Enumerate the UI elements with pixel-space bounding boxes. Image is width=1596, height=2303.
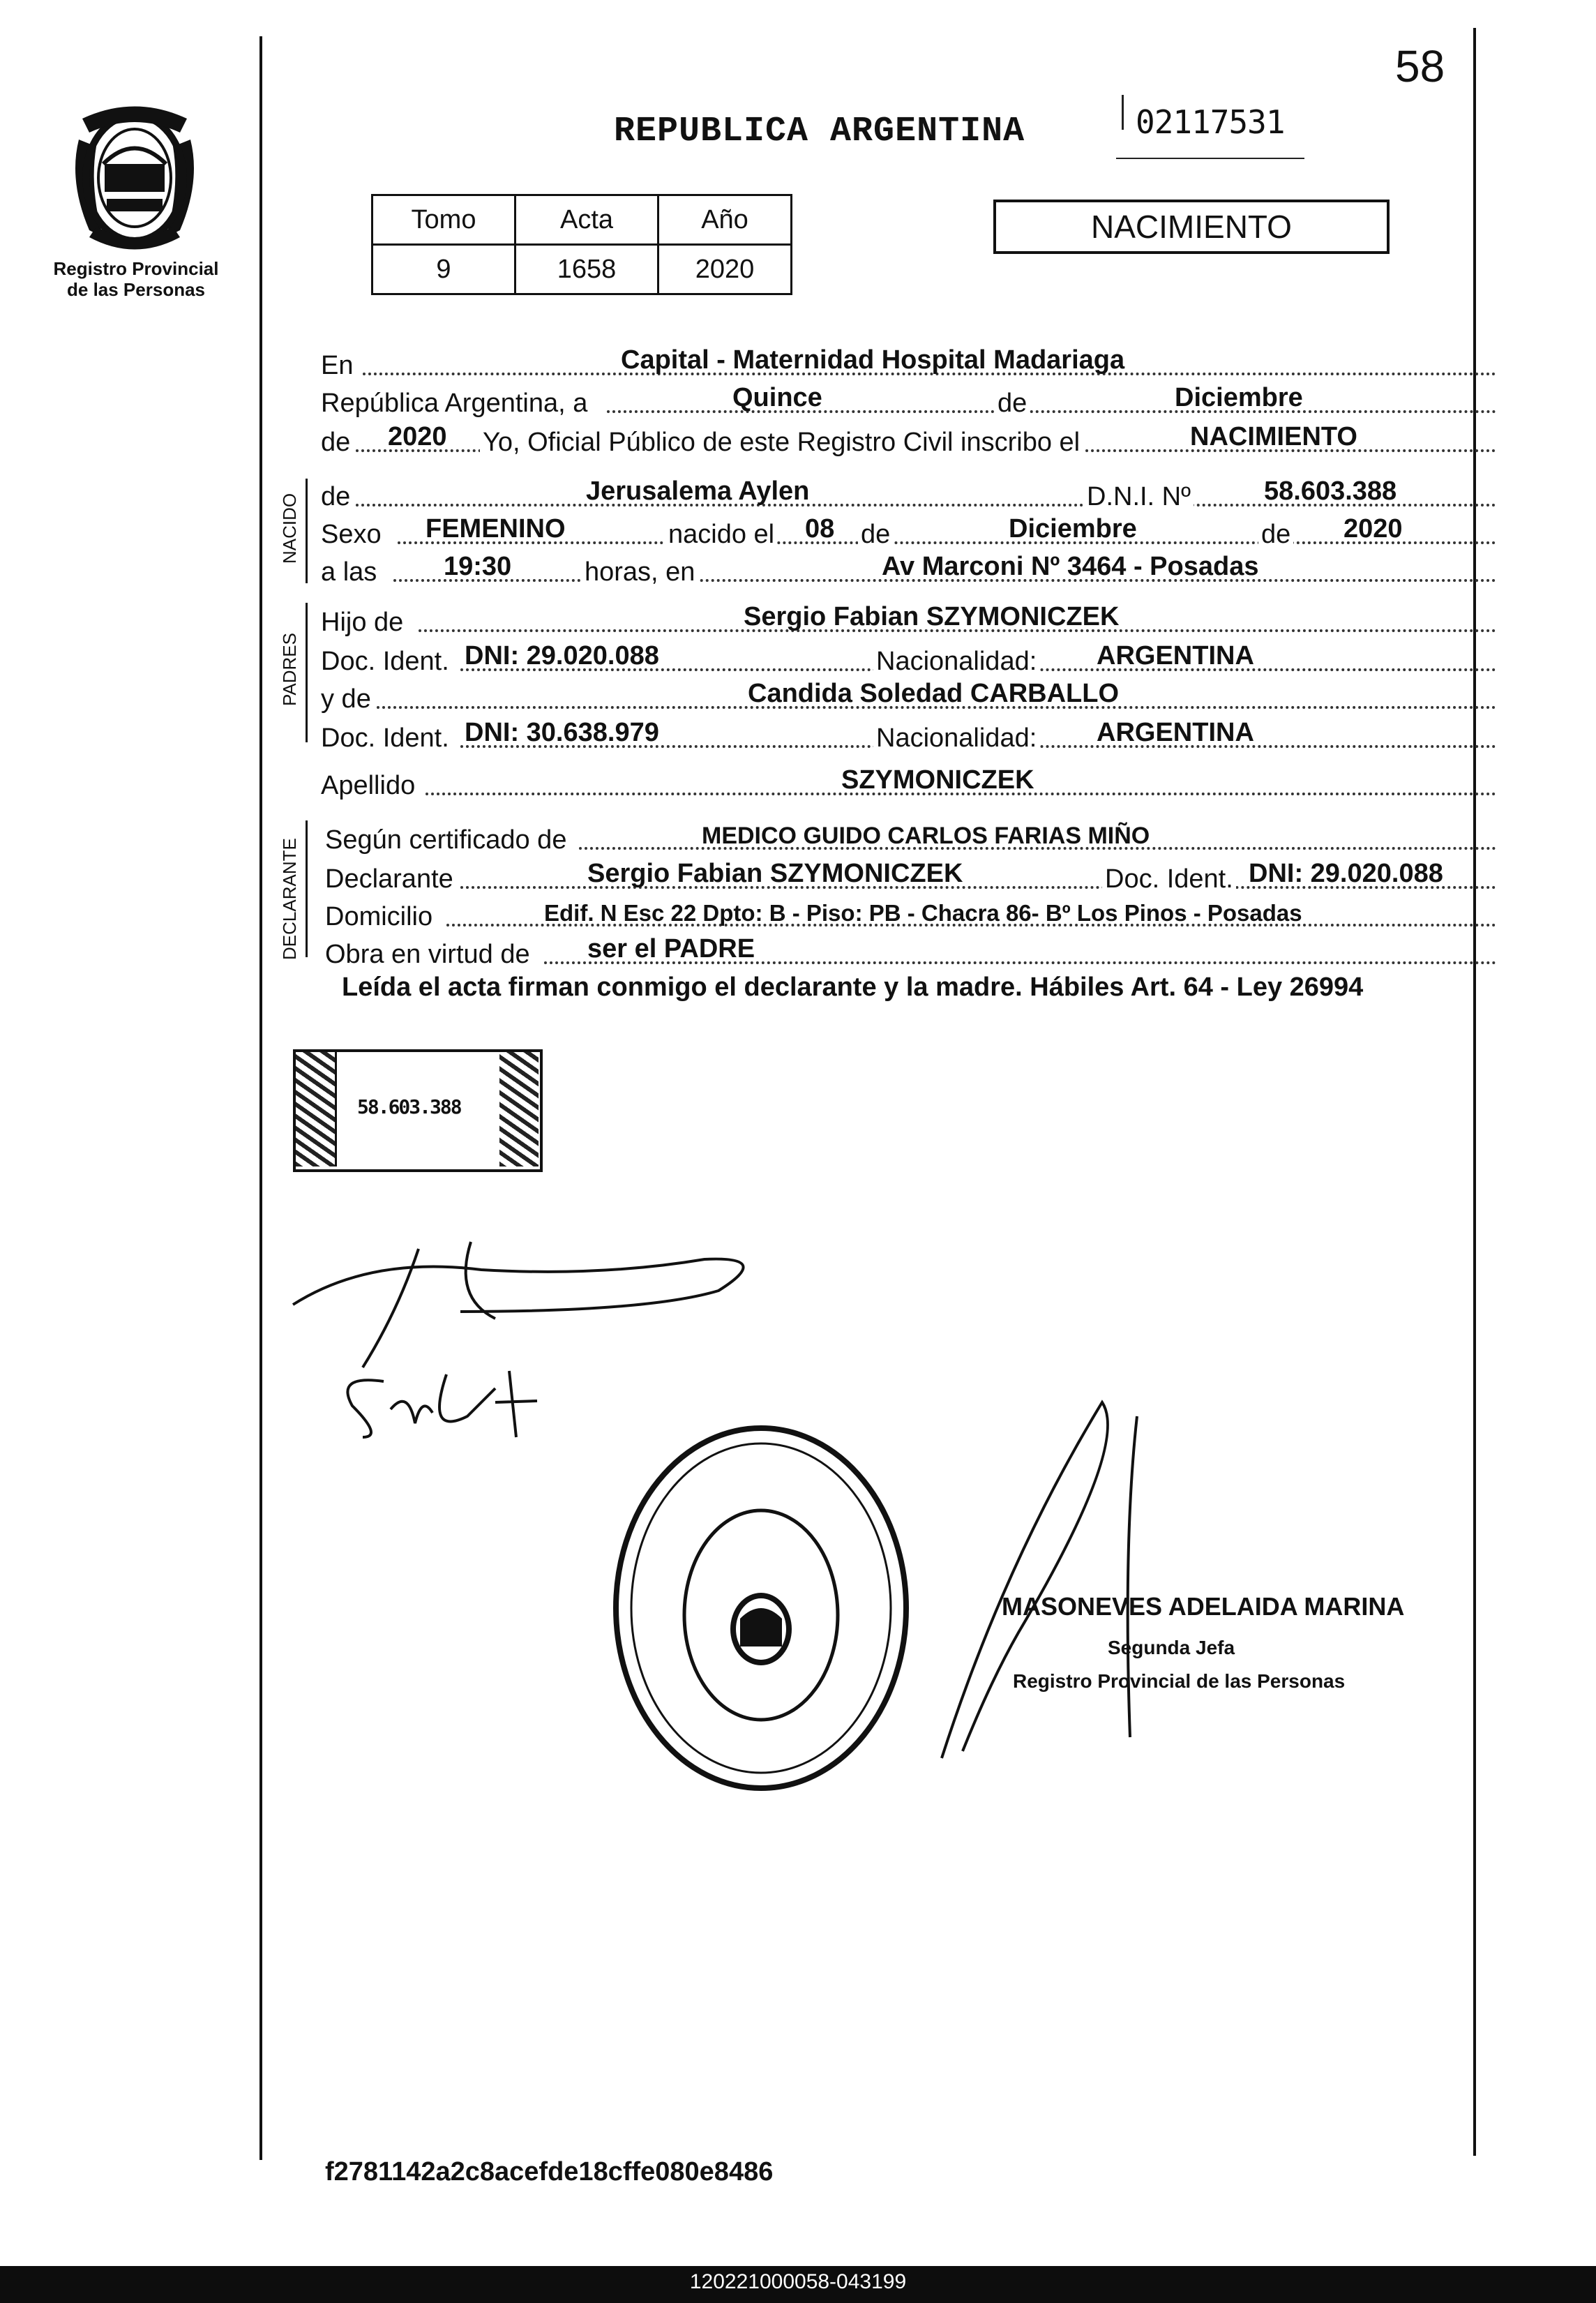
registry-header-tomo: Tomo bbox=[372, 195, 515, 245]
nationality-label: Nacionalidad: bbox=[873, 647, 1039, 677]
de-year-label: de bbox=[321, 428, 351, 457]
stamp-hatch-right bbox=[499, 1052, 539, 1166]
sexo-label: Sexo bbox=[321, 520, 382, 549]
row-declarant bbox=[321, 855, 1455, 896]
mother-name-value: Candida Soledad CARBALLO bbox=[748, 679, 1120, 708]
nacido-section-label: NACIDO bbox=[279, 493, 300, 564]
child-name-value: Jerusalema Aylen bbox=[586, 477, 810, 506]
declarant-label: Declarante bbox=[325, 864, 453, 894]
serial-number-box bbox=[1116, 82, 1304, 159]
padres-section-label: PADRES bbox=[279, 633, 300, 706]
registry-tomo: 9 bbox=[372, 245, 515, 294]
child-dni-value: 58.603.388 bbox=[1264, 477, 1397, 506]
birth-year-value: 2020 bbox=[1343, 514, 1403, 543]
official-role: Segunda Jefa bbox=[1108, 1637, 1235, 1658]
de-label-2: de bbox=[858, 520, 893, 550]
row-father-doc bbox=[321, 638, 1455, 678]
born-label: nacido el bbox=[665, 520, 777, 550]
official-office: Registro Provincial de las Personas bbox=[1013, 1670, 1346, 1692]
row-mother-doc bbox=[321, 714, 1455, 755]
org-line2: de las Personas bbox=[67, 279, 205, 300]
dni-label: D.N.I. Nº bbox=[1084, 482, 1194, 512]
registry-acta: 1658 bbox=[515, 245, 658, 294]
document-title: REPUBLICA ARGENTINA bbox=[614, 112, 1025, 151]
row-name bbox=[321, 473, 1455, 513]
de-name-label: de bbox=[321, 482, 351, 511]
de-label: de bbox=[995, 389, 1030, 419]
registry-value-row bbox=[372, 245, 792, 294]
nacido-bracket bbox=[306, 479, 308, 583]
year-value: 2020 bbox=[388, 422, 447, 451]
time-value: 19:30 bbox=[444, 552, 512, 581]
de-label-3: de bbox=[1258, 520, 1293, 550]
official-name: MASONEVES ADELAIDA MARINA bbox=[1002, 1592, 1405, 1621]
father-doc-value: DNI: 29.020.088 bbox=[465, 641, 659, 670]
page-number: 58 bbox=[1395, 41, 1445, 91]
record-inscribed-value: NACIMIENTO bbox=[1190, 422, 1357, 451]
cert-label: Según certificado de bbox=[325, 825, 567, 855]
hours-label: horas, en bbox=[582, 557, 698, 587]
father-name-value: Sergio Fabian SZYMONICZEK bbox=[744, 602, 1120, 631]
yde-label: y de bbox=[321, 684, 371, 714]
stamp-hatch-left bbox=[296, 1052, 335, 1166]
declarante-bracket bbox=[306, 820, 308, 957]
birth-month-value: Diciembre bbox=[1009, 514, 1137, 543]
official-signature-scrawl bbox=[921, 1388, 1367, 1779]
row-surname bbox=[321, 762, 1455, 802]
birth-place-value: Av Marconi Nº 3464 - Posadas bbox=[882, 552, 1259, 581]
surname-value: SZYMONICZEK bbox=[841, 765, 1034, 795]
organization-name bbox=[28, 258, 244, 300]
place-value: Capital - Maternidad Hospital Madariaga bbox=[621, 345, 1125, 375]
fingerprint-stamp bbox=[293, 1049, 543, 1172]
certificate-value: MEDICO GUIDO CARLOS FARIAS MIÑO bbox=[702, 823, 1150, 849]
row-sex bbox=[321, 511, 1455, 551]
officer-text: Yo, Oficial Público de este Registro Civil inscribo el bbox=[480, 428, 1083, 458]
row-father bbox=[321, 599, 1455, 639]
padres-bracket bbox=[306, 603, 308, 742]
registry-header-row bbox=[372, 195, 792, 245]
registry-table bbox=[371, 194, 792, 295]
apellido-label: Apellido bbox=[321, 771, 416, 800]
row-acts-as bbox=[321, 931, 1455, 971]
document-hash: f2781142a2c8acefde18cffe080e8486 bbox=[325, 2157, 774, 2186]
province-seal-logo bbox=[61, 98, 208, 258]
row-date bbox=[321, 380, 1455, 420]
month-value: Diciembre bbox=[1175, 383, 1303, 412]
stamp-number: 58.603.388 bbox=[357, 1095, 461, 1118]
serial-number: 02117531 bbox=[1136, 103, 1285, 141]
country-label: República Argentina, a bbox=[321, 389, 588, 418]
right-margin-line bbox=[1473, 28, 1476, 2156]
birth-day-value: 08 bbox=[805, 514, 835, 543]
row-mother bbox=[321, 675, 1455, 716]
acts-as-value: ser el PADRE bbox=[587, 934, 755, 963]
address-label: Domicilio bbox=[325, 902, 433, 931]
record-type-box: NACIMIENTO bbox=[993, 200, 1390, 254]
nationality-label-2: Nacionalidad: bbox=[873, 723, 1039, 753]
serial-tick bbox=[1122, 95, 1124, 130]
acts-label: Obra en virtud de bbox=[325, 940, 530, 969]
row-address bbox=[321, 893, 1455, 933]
mother-doc-value: DNI: 30.638.979 bbox=[465, 718, 659, 747]
en-label: En bbox=[321, 351, 354, 380]
org-line1: Registro Provincial bbox=[53, 258, 219, 279]
footer-code: 120221000058-043199 bbox=[689, 2270, 907, 2293]
official-seal bbox=[611, 1423, 911, 1793]
left-margin-line bbox=[259, 36, 262, 2160]
registry-header-ano: Año bbox=[658, 195, 792, 245]
row-time-place bbox=[321, 548, 1455, 589]
registry-ano: 2020 bbox=[658, 245, 792, 294]
day-words-value: Quince bbox=[732, 383, 822, 412]
declarant-value: Sergio Fabian SZYMONICZEK bbox=[587, 859, 963, 888]
address-value: Edif. N Esc 22 Dpto: B - Piso: PB - Chacra 86- Bº Los Pinos - Posadas bbox=[544, 900, 1302, 926]
doc-ident-label-3: Doc. Ident. bbox=[1102, 864, 1236, 894]
row-certificate bbox=[321, 816, 1455, 857]
registry-header-acta: Acta bbox=[515, 195, 658, 245]
doc-ident-label-2: Doc. Ident. bbox=[321, 723, 449, 753]
at-label: a las bbox=[321, 557, 377, 587]
sex-value: FEMENINO bbox=[426, 514, 566, 543]
father-nationality-value: ARGENTINA bbox=[1097, 641, 1254, 670]
closing-note: Leída el acta firman conmigo el declarante y la madre. Hábiles Art. 64 - Ley 26994 bbox=[342, 973, 1364, 1002]
row-place bbox=[321, 342, 1455, 382]
doc-ident-label: Doc. Ident. bbox=[321, 647, 449, 676]
declarant-doc-value: DNI: 29.020.088 bbox=[1249, 859, 1443, 888]
declarante-section-label: DECLARANTE bbox=[279, 838, 300, 960]
hijo-label: Hijo de bbox=[321, 608, 404, 637]
mother-nationality-value: ARGENTINA bbox=[1097, 718, 1254, 747]
row-year bbox=[321, 419, 1455, 459]
